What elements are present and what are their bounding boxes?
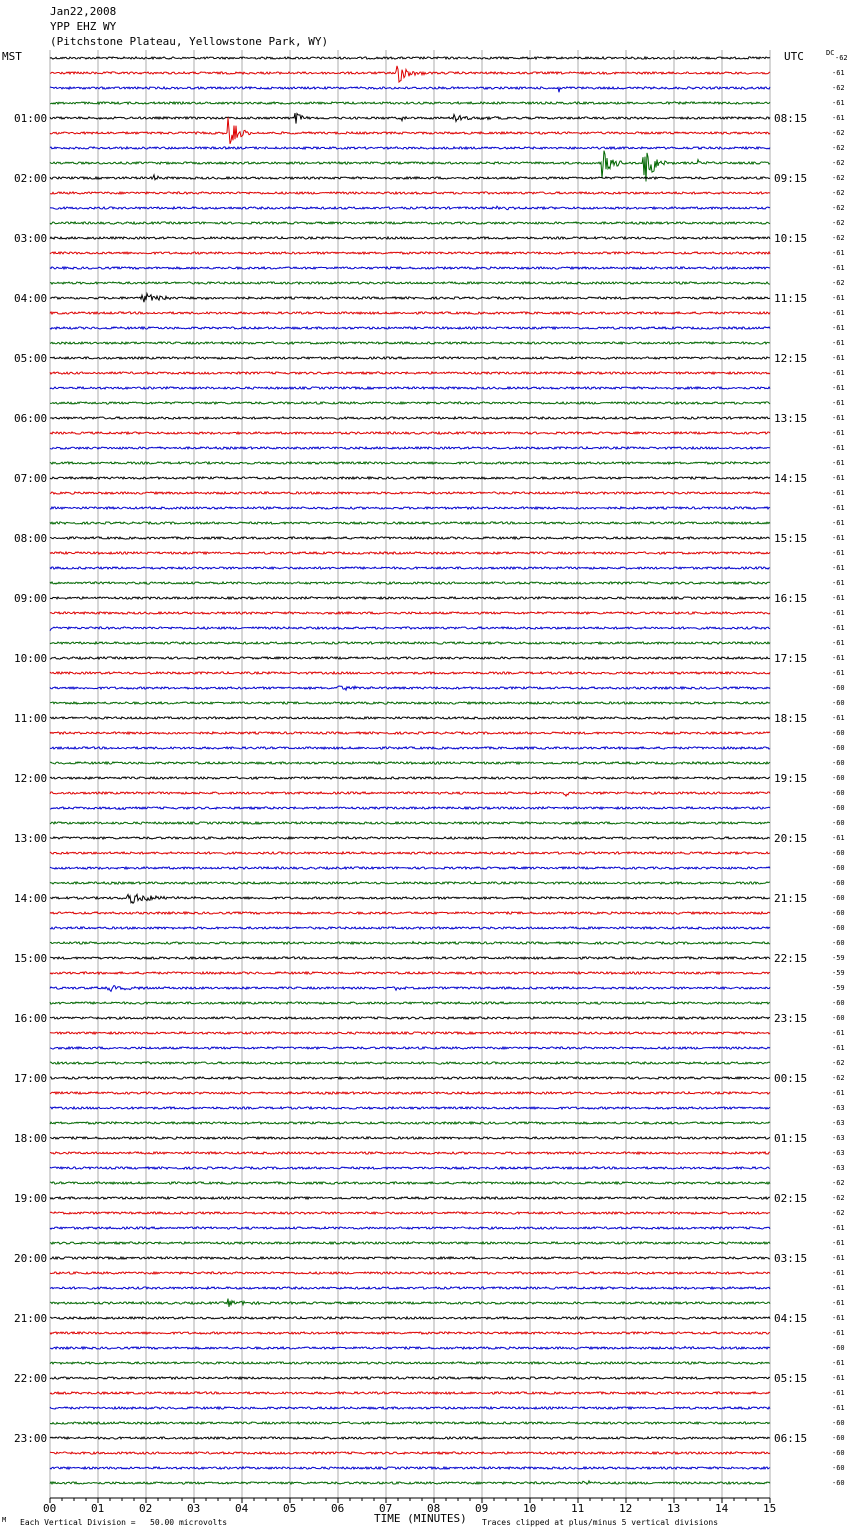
x-tick-label: 10 [523,1502,537,1515]
x-tick-label: 05 [283,1502,297,1515]
dc-offset: -61 [832,414,845,422]
trace-0 [50,57,770,59]
mst-hour-label: 10:00 [14,652,48,665]
trace-16 [50,294,770,303]
dc-offset: -61 [832,1269,845,1277]
dc-offset: -61 [832,579,845,587]
plot-date: Jan22,2008 [50,5,117,18]
dc-offset: -61 [832,624,845,632]
trace-47 [50,762,770,764]
dc-offset: -61 [832,1329,845,1337]
mst-hour-label: 06:00 [14,412,48,425]
trace-76 [50,1197,770,1199]
trace-6 [50,147,770,149]
dc-offset: -61 [832,1299,845,1307]
mst-hour-label: 13:00 [14,832,48,845]
trace-81 [50,1272,770,1274]
x-tick-label: 06 [331,1502,345,1515]
dc-offset: -61 [832,1044,845,1052]
utc-hour-label: 13:15 [774,412,808,425]
trace-95 [50,1481,770,1484]
dc-offset: -60 [832,1464,845,1472]
dc-offset: -61 [832,1284,845,1292]
dc-offset: -61 [832,264,845,272]
trace-94 [50,1467,770,1469]
dc-offset: -60 [832,699,845,707]
x-tick-label: 15 [763,1502,777,1515]
trace-27 [50,462,770,464]
dc-offset: -61 [832,639,845,647]
mst-hour-label: 11:00 [14,712,48,725]
trace-20 [50,357,770,359]
dc-offset: -63 [832,1149,845,1157]
dc-offset: -60 [832,774,845,782]
mst-hour-label: 18:00 [14,1132,48,1145]
left-axis-title: MST [2,50,22,63]
trace-53 [50,852,770,854]
dc-offset: -61 [832,504,845,512]
trace-87 [50,1362,770,1364]
mst-hour-label: 08:00 [14,532,48,545]
footer-mark: M [2,1516,7,1524]
dc-offset: -62 [832,144,845,152]
dc-offset: -61 [832,294,845,302]
utc-hour-label: 03:15 [774,1252,808,1265]
dc-offset: -61 [832,369,845,377]
trace-25 [50,432,770,434]
trace-69 [50,1092,770,1094]
utc-hour-label: 21:15 [774,892,808,905]
dc-offset: -61 [832,564,845,572]
trace-22 [50,387,770,389]
trace-57 [50,912,770,914]
trace-42 [50,686,770,690]
dc-offset: -61 [832,519,845,527]
dc-offset: -60 [832,894,845,902]
utc-hour-label: 09:15 [774,172,808,185]
trace-21 [50,372,770,374]
trace-77 [50,1212,770,1214]
mst-hour-label: 07:00 [14,472,48,485]
mst-hour-label: 21:00 [14,1312,48,1325]
dc-offset: -61 [832,474,845,482]
x-tick-label: 12 [619,1502,633,1515]
x-tick-label: 04 [235,1502,249,1515]
mst-hour-label: 23:00 [14,1432,48,1445]
mst-hour-label: 04:00 [14,292,48,305]
dc-offset: -62 [832,159,845,167]
trace-58 [50,927,770,929]
dc-offset: -62 [832,129,845,137]
dc-offset: -62 [832,219,845,227]
dc-offset: -61 [832,429,845,437]
mst-hour-label: 09:00 [14,592,48,605]
utc-hour-label: 12:15 [774,352,808,365]
dc-offset: -60 [832,1449,845,1457]
dc-offset: -61 [832,384,845,392]
x-tick-label: 00 [43,1502,57,1515]
trace-9 [50,192,770,194]
trace-78 [50,1227,770,1229]
dc-offset: -59 [832,969,845,977]
mst-hour-label: 22:00 [14,1372,48,1385]
utc-hour-label: 01:15 [774,1132,808,1145]
x-tick-label: 03 [187,1502,201,1515]
dc-offset: -61 [832,669,845,677]
trace-75 [50,1182,770,1184]
utc-hour-label: 19:15 [774,772,808,785]
dc-offset: -61 [832,1359,845,1367]
dc-offset: -61 [832,1314,845,1322]
dc-offset: -62 [832,1179,845,1187]
dc-offset: -61 [832,714,845,722]
x-axis-label: TIME (MINUTES) [374,1512,467,1525]
trace-85 [50,1332,770,1334]
trace-43 [50,702,770,704]
dc-offset: -60 [832,879,845,887]
time-axis [50,1498,770,1503]
trace-45 [50,732,770,734]
dc-offset: -60 [832,939,845,947]
clip-note: Traces clipped at plus/minus 5 vertical divisions [482,1518,719,1527]
dc-offset: -61 [832,114,845,122]
dc-offset: -60 [832,1344,845,1352]
trace-46 [50,747,770,749]
utc-hour-label: 20:15 [774,832,808,845]
trace-2 [50,87,770,93]
dc-offset: -61 [832,1404,845,1412]
trace-83 [50,1299,770,1307]
dc-offset: -60 [832,759,845,767]
dc-offset: -60 [832,909,845,917]
trace-1 [50,66,770,82]
dc-offset: -60 [832,1419,845,1427]
dc-offset: -62 [832,234,845,242]
trace-56 [50,894,770,903]
x-tick-label: 08 [427,1502,441,1515]
mst-hour-label: 02:00 [14,172,48,185]
x-tick-label: 14 [715,1502,729,1515]
dc-offset: -63 [832,1119,845,1127]
utc-hour-label: 17:15 [774,652,808,665]
x-tick-label: 07 [379,1502,393,1515]
mst-hour-label: 17:00 [14,1072,48,1085]
scale-note: Each Vertical Division = 50.00 microvolts [20,1518,228,1527]
dc-offset: -61 [832,1224,845,1232]
trace-15 [50,282,770,284]
utc-hour-label: 15:15 [774,532,808,545]
trace-92 [50,1437,770,1439]
trace-17 [50,312,770,314]
trace-68 [50,1077,770,1079]
trace-71 [50,1122,770,1124]
trace-79 [50,1242,770,1244]
trace-35 [50,582,770,584]
trace-84 [50,1317,770,1319]
utc-hour-label: 08:15 [774,112,808,125]
trace-31 [50,522,770,524]
trace-82 [50,1287,770,1289]
mst-hour-label: 16:00 [14,1012,48,1025]
utc-hour-label: 16:15 [774,592,808,605]
trace-26 [50,447,770,449]
dc-offset: -63 [832,1164,845,1172]
dc-offset: -63 [832,1104,845,1112]
trace-34 [50,567,770,569]
trace-88 [50,1377,770,1379]
dc-offset: -61 [832,834,845,842]
trace-36 [50,597,770,599]
dc-offset: -63 [832,1134,845,1142]
trace-59 [50,942,770,945]
trace-61 [50,972,770,974]
dc-offset: -62 [832,84,845,92]
trace-12 [50,237,770,239]
trace-11 [50,222,770,224]
dc-offset: -60 [832,1479,845,1487]
trace-40 [50,657,770,659]
trace-93 [50,1452,770,1454]
dc-offset: -61 [832,459,845,467]
trace-55 [50,882,770,884]
dc-offset: -61 [832,549,845,557]
utc-hour-label: 06:15 [774,1432,808,1445]
trace-8 [50,175,770,180]
dc-offset: -60 [832,729,845,737]
dc-offset: -61 [832,1029,845,1037]
utc-hour-label: 22:15 [774,952,808,965]
trace-4 [50,113,770,124]
mst-hour-label: 19:00 [14,1192,48,1205]
trace-30 [50,507,770,509]
utc-hour-label: 23:15 [774,1012,808,1025]
dc-offset: -60 [832,744,845,752]
utc-hour-label: 11:15 [774,292,808,305]
trace-19 [50,342,770,344]
trace-60 [50,957,770,959]
dc-offset: -61 [832,354,845,362]
trace-29 [50,492,770,494]
dc-offset: -61 [832,489,845,497]
trace-65 [50,1032,770,1034]
x-tick-label: 02 [139,1502,153,1515]
trace-89 [50,1392,770,1394]
dc-offset: -60 [832,804,845,812]
trace-5 [50,117,770,144]
x-tick-label: 13 [667,1502,681,1515]
x-tick-label: 01 [91,1502,105,1515]
dc-offset: -60 [832,1014,845,1022]
dc-offset: -61 [832,339,845,347]
dc-offset: -61 [832,1239,845,1247]
dc-offset: -61 [832,69,845,77]
trace-49 [50,792,770,796]
dc-offset: -62 [835,54,848,62]
utc-hour-label: 05:15 [774,1372,808,1385]
x-tick-label: 11 [571,1502,585,1515]
trace-50 [50,807,770,810]
dc-offset: -61 [832,534,845,542]
dc-offset: -60 [832,819,845,827]
trace-86 [50,1347,770,1350]
trace-44 [50,717,770,719]
mst-hour-label: 14:00 [14,892,48,905]
trace-80 [50,1257,770,1259]
dc-offset: -61 [832,594,845,602]
utc-hour-label: 04:15 [774,1312,808,1325]
seismic-traces [50,57,770,1484]
trace-41 [50,672,770,674]
trace-23 [50,402,770,404]
trace-52 [50,837,770,839]
x-tick-label: 09 [475,1502,489,1515]
dc-offset: -61 [832,1089,845,1097]
dc-offset: -61 [832,399,845,407]
trace-51 [50,822,770,824]
dc-offset: -61 [832,99,845,107]
trace-66 [50,1047,770,1049]
trace-13 [50,252,770,254]
dc-offset: -61 [832,324,845,332]
dc-offset: -62 [832,1059,845,1067]
dc-offset: -60 [832,924,845,932]
dc-offset: -62 [832,1194,845,1202]
station-location: (Pitchstone Plateau, Yellowstone Park, WY) [50,35,329,48]
trace-10 [50,206,770,209]
mst-hour-label: 12:00 [14,772,48,785]
utc-hour-label: 00:15 [774,1072,808,1085]
dc-offset: -59 [832,954,845,962]
dc-offset: -60 [832,864,845,872]
mst-hour-label: 15:00 [14,952,48,965]
trace-70 [50,1107,770,1109]
utc-hour-label: 18:15 [774,712,808,725]
dc-offset: -61 [832,654,845,662]
dc-offset: -61 [832,249,845,257]
trace-62 [50,986,770,992]
mst-hour-label: 05:00 [14,352,48,365]
right-axis-title: UTC [784,50,804,63]
trace-74 [50,1167,770,1169]
dc-offset: -61 [832,1254,845,1262]
dc-offset: -62 [832,1209,845,1217]
dc-offset: -60 [832,684,845,692]
trace-3 [50,102,770,104]
dc-offset: -62 [832,1074,845,1082]
mst-hour-label: 20:00 [14,1252,48,1265]
utc-hour-label: 10:15 [774,232,808,245]
trace-33 [50,552,770,554]
station-code: YPP EHZ WY [50,20,117,33]
utc-hour-label: 02:15 [774,1192,808,1205]
trace-32 [50,537,770,539]
trace-24 [50,417,770,419]
trace-37 [50,612,770,614]
trace-72 [50,1137,770,1139]
dc-offset: -60 [832,1434,845,1442]
mst-hour-label: 01:00 [14,112,48,125]
trace-67 [50,1062,770,1064]
trace-14 [50,267,770,269]
utc-hour-label: 14:15 [774,472,808,485]
dc-offset: -61 [832,1389,845,1397]
dc-offset: -61 [832,444,845,452]
trace-73 [50,1152,770,1154]
dc-offset: -61 [832,609,845,617]
dc-offset: -59 [832,984,845,992]
dc-offset: -60 [832,849,845,857]
mst-hour-label: 03:00 [14,232,48,245]
trace-48 [50,777,770,779]
dc-offset: -60 [832,789,845,797]
trace-64 [50,1017,770,1019]
trace-54 [50,867,770,869]
trace-90 [50,1407,770,1409]
trace-38 [50,627,770,631]
trace-91 [50,1422,770,1424]
dc-offset: -62 [832,189,845,197]
dc-offset: -62 [832,279,845,287]
dc-offset: -61 [832,1374,845,1382]
trace-28 [50,477,770,479]
trace-39 [50,642,770,644]
dc-title: DC [826,49,835,57]
trace-18 [50,327,770,329]
dc-offset: -62 [832,174,845,182]
dc-offset: -62 [832,204,845,212]
trace-63 [50,1002,770,1004]
dc-offset: -60 [832,999,845,1007]
dc-offset: -61 [832,309,845,317]
